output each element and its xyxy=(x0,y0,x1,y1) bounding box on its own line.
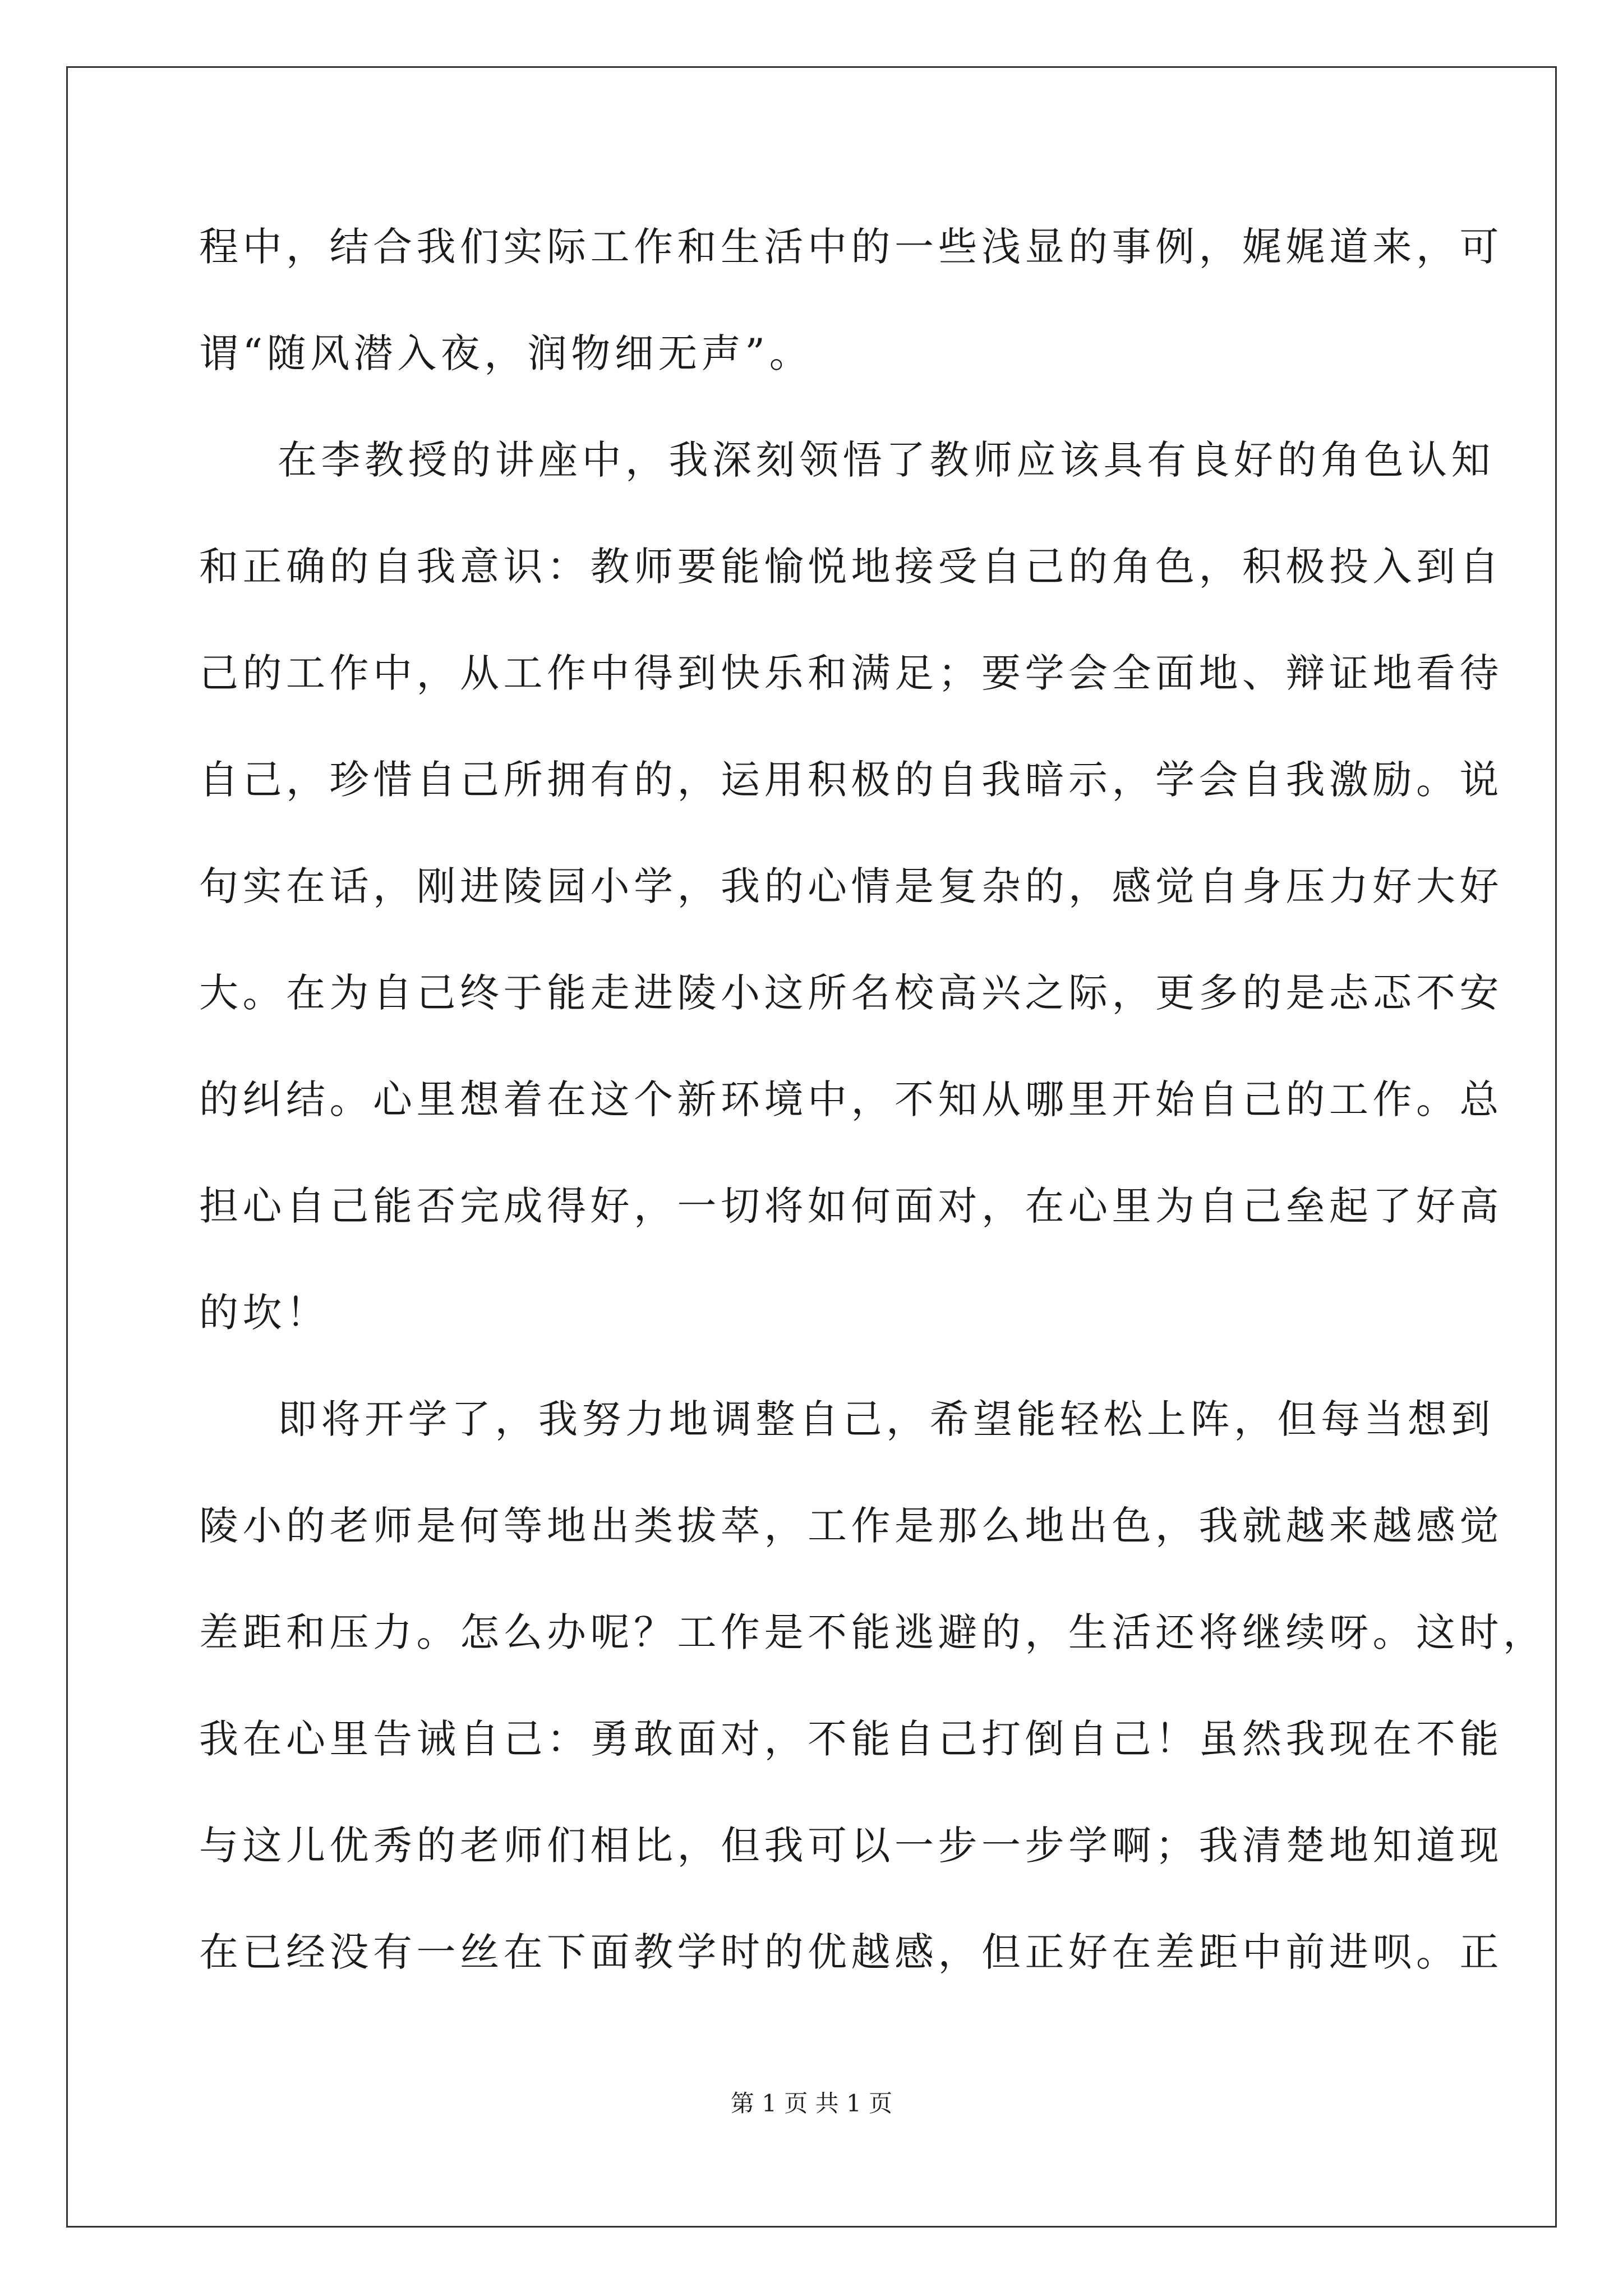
text-line-9: 的纠结。心里想着在这个新环境中，不知从哪里开始自己的工作。总 xyxy=(199,1076,1503,1122)
text-line-17: 在已经没有一丝在下面教学时的优越感，但正好在差距中前进呗。正 xyxy=(199,1929,1503,1975)
text-line-5: 己的工作中，从工作中得到快乐和满足；要学会全面地、辩证地看待 xyxy=(199,650,1503,696)
page-number-footer: 第 1 页 共 1 页 xyxy=(730,2090,893,2117)
text-line-14: 差距和压力。怎么办呢？工作是不能逃避的，生活还将继续呀。这时， xyxy=(199,1609,1547,1655)
text-line-10: 担心自己能否完成得好，一切将如何面对，在心里为自己垒起了好高 xyxy=(199,1183,1503,1229)
text-line-15: 我在心里告诫自己：勇敢面对，不能自己打倒自己！虽然我现在不能 xyxy=(199,1716,1503,1762)
text-line-2: 谓“随风潜入夜，润物细无声”。 xyxy=(199,330,813,376)
text-line-11: 的坎！ xyxy=(199,1290,330,1336)
page-border xyxy=(66,66,1557,2228)
text-line-8: 大。在为自己终于能走进陵小这所名校高兴之际，更多的是忐忑不安 xyxy=(199,970,1503,1016)
text-line-7: 句实在话，刚进陵园小学，我的心情是复杂的，感觉自身压力好大好 xyxy=(199,863,1503,909)
text-line-1: 程中，结合我们实际工作和生活中的一些浅显的事例，娓娓道来，可 xyxy=(199,224,1503,270)
text-line-12: 即将开学了，我努力地调整自己，希望能轻松上阵，但每当想到 xyxy=(278,1396,1495,1442)
text-line-6: 自己，珍惜自己所拥有的，运用积极的自我暗示，学会自我激励。说 xyxy=(199,757,1503,803)
text-line-13: 陵小的老师是何等地出类拔萃，工作是那么地出色，我就越来越感觉 xyxy=(199,1503,1503,1549)
text-line-3: 在李教授的讲座中，我深刻领悟了教师应该具有良好的角色认知 xyxy=(278,437,1495,483)
text-line-4: 和正确的自我意识：教师要能愉悦地接受自己的角色，积极投入到自 xyxy=(199,544,1503,590)
text-line-16: 与这儿优秀的老师们相比，但我可以一步一步学啊；我清楚地知道现 xyxy=(199,1823,1503,1869)
